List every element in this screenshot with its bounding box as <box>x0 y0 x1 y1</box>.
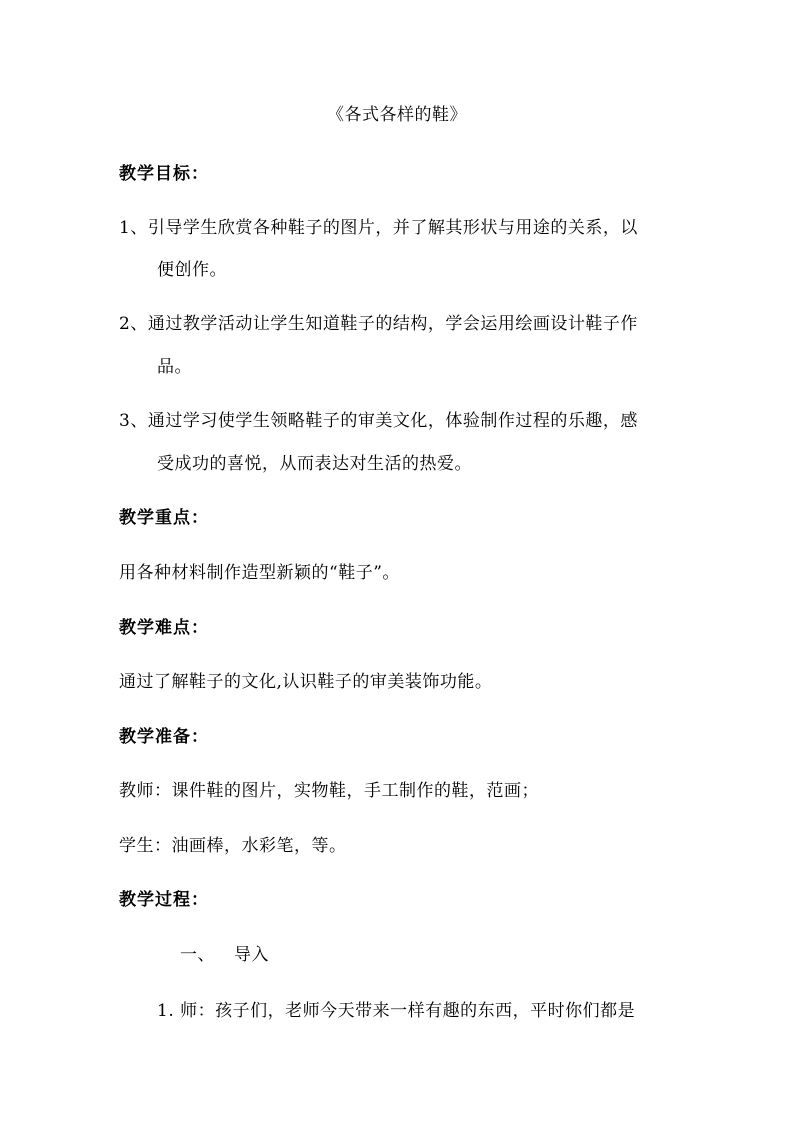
objective-2-line-2: 品。 <box>157 357 192 377</box>
preparation-teacher: 教师：课件鞋的图片，实物鞋，手工制作的鞋，范画； <box>119 781 539 801</box>
difficulty-heading: 教学难点： <box>119 618 209 638</box>
key-point-text: 用各种材料制作造型新颖的“鞋子”。 <box>119 563 400 583</box>
process-step-number: 一、 <box>180 945 215 965</box>
objectives-heading: 教学目标： <box>119 164 209 184</box>
objective-3-line-1: 3、通过学习使学生领略鞋子的审美文化，体验制作过程的乐趣，感 <box>119 411 638 431</box>
objective-2-line-1: 2、通过教学活动让学生知道鞋子的结构，学会运用绘画设计鞋子作 <box>119 314 638 334</box>
document-title: 《各式各样的鞋》 <box>327 105 467 125</box>
key-point-heading: 教学重点： <box>119 508 209 528</box>
preparation-heading: 教学准备： <box>119 727 209 747</box>
process-item-1: 1. 师：孩子们，老师今天带来一样有趣的东西，平时你们都是 <box>157 1001 636 1021</box>
objective-1-line-2: 便创作。 <box>157 260 227 280</box>
process-step-label: 导入 <box>234 945 269 965</box>
objective-3-line-2: 受成功的喜悦，从而表达对生活的热爱。 <box>157 454 472 474</box>
objective-1-line-1: 1、引导学生欣赏各种鞋子的图片，并了解其形状与用途的关系，以 <box>119 218 638 238</box>
preparation-student: 学生：油画棒，水彩笔，等。 <box>119 836 347 856</box>
difficulty-text: 通过了解鞋子的文化,认识鞋子的审美装饰功能。 <box>119 672 493 692</box>
process-heading: 教学过程： <box>119 890 209 910</box>
